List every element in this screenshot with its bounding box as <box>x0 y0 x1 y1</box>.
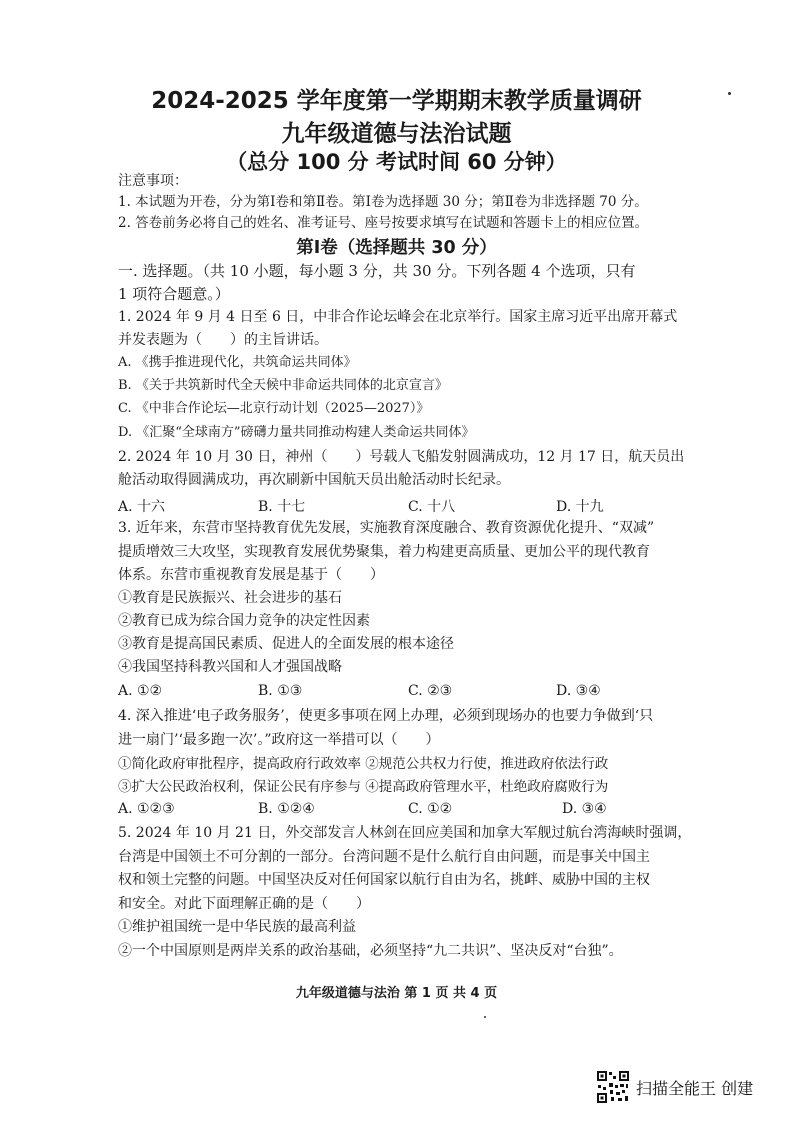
section-1-instruction-cont: 1 项符合题意。） <box>118 285 230 303</box>
scanner-label: 扫描全能王 创建 <box>636 1078 754 1098</box>
q4-statements-1-2: ①简化政府审批程序，提高政府行政效率 ②规范公共权力行使，推进政府依法行政 <box>118 756 609 772</box>
q2-option-c: C. 十八 <box>408 499 456 515</box>
q5-statement-2: ②一个中国原则是两岸关系的政治基础，必须坚持“九二共识”、坚决反对“台独”。 <box>118 943 623 959</box>
notice-item-1: 1. 本试题为开卷，分为第Ⅰ卷和第Ⅱ卷。第Ⅰ卷为选择题 30 分；第Ⅱ卷为非选择题 70 分。 <box>118 194 648 210</box>
notice-heading: 注意事项： <box>118 173 188 189</box>
q4-option-b: B. ①②④ <box>258 801 315 817</box>
section-1-instruction: 一. 选择题。（共 10 小题，每小题 3 分，共 30 分。下列各题 4 个选项，只有 <box>118 262 636 280</box>
q3-option-b: B. ①③ <box>258 683 303 699</box>
q2-option-b: B. 十七 <box>258 499 306 515</box>
exam-subject-title: 九年级道德与法治试题 <box>281 121 512 147</box>
section-1-title: 第Ⅰ卷（选择题共 30 分） <box>296 238 497 258</box>
exam-title: 2024-2025 学年度第一学期期末教学质量调研 <box>151 88 642 114</box>
q3-statement-1: ①教育是民族振兴、社会进步的基石 <box>118 590 342 606</box>
qr-code-icon <box>596 1070 630 1104</box>
scanner-watermark <box>596 1070 753 1104</box>
q5-stem: 5. 2024 年 10 月 21 日，外交部发言人林剑在回应美国和加拿大军舰过航台湾海峡时强调， <box>118 825 692 841</box>
q4-stem: 4. 深入推进‘电子政务服务’，使更多事项在网上办理，必须到现场办的也要力争做到‘只 <box>118 708 654 724</box>
q5-statement-1: ①维护祖国统一是中华民族的最高利益 <box>118 919 356 935</box>
q1-option-d: D. 《汇聚“全球南方”磅礴力量共同推动构建人类命运共同体》 <box>118 425 475 440</box>
exam-score-time: （总分 100 分 考试时间 60 分钟） <box>226 150 567 174</box>
q3-statement-4: ④我国坚持科教兴国和人才强国战略 <box>118 659 342 675</box>
q1-option-c: C. 《中非合作论坛—北京行动计划（2025—2027）》 <box>118 401 430 416</box>
q4-option-a: A. ①②③ <box>118 801 175 817</box>
q5-stem-cont: 台湾是中国领土不可分割的一部分。台湾问题不是什么航行自由问题，而是事关中国主 <box>118 849 650 865</box>
q3-option-d: D. ③④ <box>556 683 601 699</box>
q1-option-a: A. 《携手推进现代化，共筑命运共同体》 <box>118 355 357 370</box>
q4-statements-3-4: ③扩大公民政治权利，保证公民有序参与 ④提高政府管理水平，杜绝政府腐败行为 <box>118 779 609 795</box>
notice-item-2: 2. 答卷前务必将自己的姓名、准考证号、座号按要求填写在试题和答题卡上的相应位置。 <box>118 215 649 231</box>
q3-stem-cont: 提质增效三大攻坚，实现教育发展优势聚集，着力构建更高质量、更加公平的现代教育 <box>118 544 650 560</box>
page-footer: 九年级道德与法治 第 1 页 共 4 页 <box>295 986 498 1001</box>
q3-option-a: A. ①② <box>118 683 163 699</box>
q2-option-d: D. 十九 <box>556 499 604 515</box>
q3-statement-3: ③教育是提高国民素质、促进人的全面发展的根本途径 <box>118 636 454 652</box>
q5-stem-cont-2: 权和领土完整的问题。中国坚决反对任何国家以航行自由为名，挑衅、威胁中国的主权 <box>118 872 650 888</box>
q2-option-a: A. 十六 <box>118 499 166 515</box>
q3-stem: 3. 近年来，东营市坚持教育优先发展，实施教育深度融合、教育资源优化提升、“双减” <box>118 520 655 536</box>
q2-stem-cont: 舱活动取得圆满成功，再次刷新中国航天员出舱活动时长纪录。 <box>118 472 510 488</box>
q4-option-d: D. ③④ <box>562 801 607 817</box>
q3-stem-cont-2: 体系。东营市重视教育发展是基于（ ） <box>118 567 384 583</box>
q1-option-b: B. 《关于共筑新时代全天候中非命运共同体的北京宣言》 <box>118 378 448 393</box>
q1-stem-cont: 并发表题为（ ）的主旨讲话。 <box>118 332 328 348</box>
q3-statement-2: ②教育已成为综合国力竞争的决定性因素 <box>118 613 370 629</box>
scan-speck <box>484 1016 486 1018</box>
q2-stem: 2. 2024 年 10 月 30 日，神州（ ）号载人飞船发射圆满成功，12 月 17 日，航天员出 <box>118 449 685 465</box>
q1-stem: 1. 2024 年 9 月 4 日至 6 日，中非合作论坛峰会在北京举行。国家主席习近平出席开幕式 <box>118 309 678 325</box>
q3-option-c: C. ②③ <box>408 683 453 699</box>
q4-option-c: C. ①② <box>408 801 453 817</box>
q4-stem-cont: 进一扇门’‘最多跑一次’。”政府这一举措可以（ ） <box>118 732 440 748</box>
q5-stem-cont-3: 和安全。对此下面理解正确的是（ ） <box>118 896 370 912</box>
scan-speck <box>728 92 731 95</box>
